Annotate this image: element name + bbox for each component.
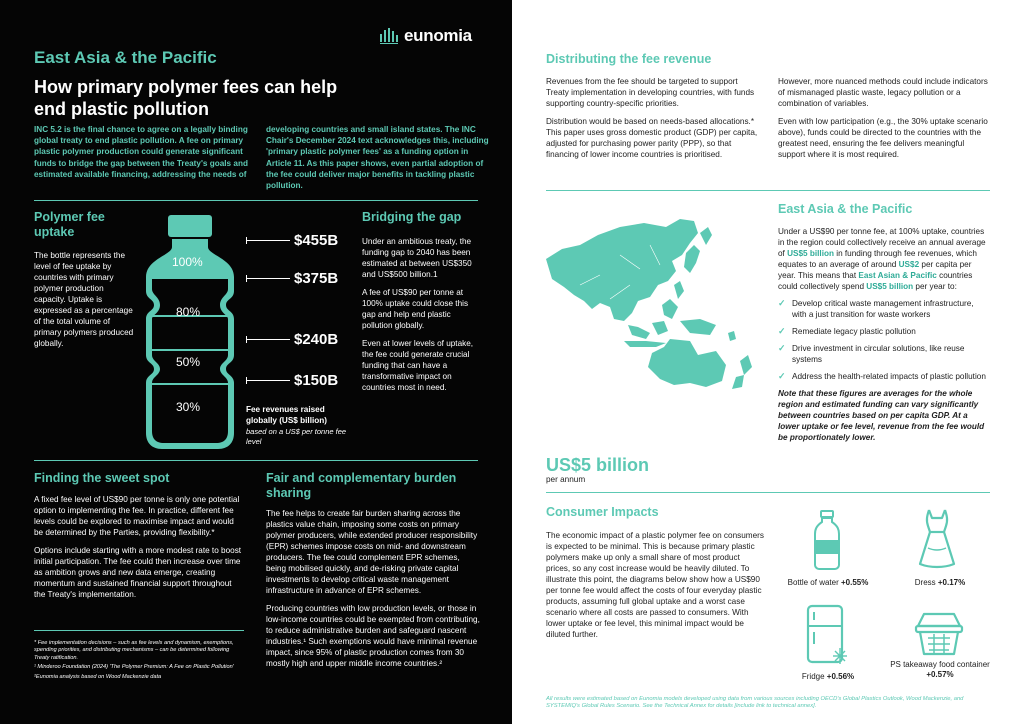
divider xyxy=(546,190,990,191)
footnotes xyxy=(34,640,244,683)
container-impact: PS takeaway food container +0.57% xyxy=(890,660,990,679)
footnote: ²Eunomia analysis based on Wood Mackenzie data xyxy=(34,673,162,680)
footnote: ¹ Minderoo Foundation (2024) 'The Polymer Premium: A Fee on Plastic Pollution' xyxy=(34,664,234,671)
sweet-spot-para: Options include starting with a more modest rate to boost initial participation. The fee could then increase over time as ambition grows and new data emerge, creating momentum and sustained financial support throughout the Treaty's implementation. xyxy=(34,546,242,599)
methodology-note: All results were estimated based on Eunomia models developed using data from various sources including OECD's Global Plastics Outlook, Wood Mackenzie, and SYSTEMIQ's Global Rules Scenario. See the Technical Annex for details [include link to technical annex]. xyxy=(546,696,964,710)
fair-burden-para: Producing countries with low production levels, or those in low-income countries could be exempted from contributing, to reduce administrative burden and safeguard nascent industries.¹ Such exemptions would have minimal revenue impact, since 95% of plastic production comes from 30 mostly high and upper middle income countries.² xyxy=(266,604,480,668)
fair-burden-para: The fee helps to create fair burden sharing across the plastics value chain, imposing some costs on primary polymer producers, while extended producer responsibility (EPR) schemes impose costs on mid- and downstream producers. The fee could complement EPR schemes, being mobilised quickly, and de-risking private capital investments to develop critical waste management infrastructure in advance of EPR schemes. xyxy=(266,509,478,595)
divider xyxy=(34,460,478,461)
distributing-heading: Distributing the fee revenue xyxy=(546,52,712,66)
highlight-per-capita: US$2 xyxy=(898,260,920,269)
fee-caption xyxy=(246,404,356,447)
bottle-icon xyxy=(138,215,242,450)
fee-row xyxy=(246,331,338,348)
tier-100: 100% xyxy=(172,255,203,269)
water-bottle-icon xyxy=(812,510,842,570)
list-item: ✓ Address the health-related impacts of plastic pollution xyxy=(778,371,986,381)
fair-burden-body xyxy=(266,508,481,669)
check-icon: ✓ xyxy=(778,326,786,336)
distributing-para: Revenues from the fee should be targeted to support Treaty implementation in developing countries, with funds supporting country-specific priorities. xyxy=(546,77,755,108)
fee-row xyxy=(246,270,338,287)
tier-80: 80% xyxy=(176,305,201,319)
per-annum-label: per annum xyxy=(546,475,586,484)
list-item: ✓ Remediate legacy plastic pollution xyxy=(778,326,916,336)
sweet-spot-para: A fixed fee level of US$90 per tonne is only one potential option to implementing the fee. In practice, different fee levels could be explored to maximise impact and would be determined by the Parties, providing flexibility.* xyxy=(34,495,240,537)
bridging-heading: Bridging the gap xyxy=(362,210,462,224)
region-intro: Under a US$90 per tonne fee, at 100% uptake, countries in the region could collectively receive an annual average of US$5 billion in funding through fee revenues, which equates to an average of around US$2 per capita per year. This means that East Asian & Pacific countries could collectively spend US$5 billion per year to: xyxy=(778,227,986,291)
fee-value: $455B xyxy=(294,232,339,249)
logo-bars-icon xyxy=(380,28,398,44)
fee-row xyxy=(246,372,338,389)
intro-right: developing countries and small island states. The INC Chair's December 2024 text acknowledges this, including 'primary plastic polymer fees' as a funding option in Article 11. As this paper shows, even partial adoption of the fee could deliver major benefits in tackling plastic pollution. xyxy=(266,125,489,191)
annual-funding-value: US$5 billion xyxy=(546,455,650,475)
region-title: East Asia & the Pacific xyxy=(34,48,217,67)
takeaway-container-icon xyxy=(914,612,964,656)
divider xyxy=(34,630,244,631)
benefit-list xyxy=(778,298,990,382)
intro-left: INC 5.2 is the final chance to agree on a legally binding global treaty to end plastic pollution. A fee on primary plastic polymer production could generate significant funds to bridge the gap between the Treaty's goals and estimated available financing, addressing the needs of xyxy=(34,125,248,179)
consumer-body: The economic impact of a plastic polymer fee on consumers is expected to be minimal. This is because primary plastic polymers make up only a small share of most product prices, so any cost increase would be heavily diluted. To illustrate this point, the diagrams below show how a US$90 per tonne fee would affect the costs of four everyday plastic products, assuming full global uptake and a worst case scenario where all costs are passed to consumers. With lower uptake or fee level, this minimal impact would be diluted further. xyxy=(546,531,764,639)
east-asia-pacific-map-icon xyxy=(540,215,768,390)
fee-caption-note: based on a US$ per tonne fee level xyxy=(246,427,347,446)
check-icon: ✓ xyxy=(778,371,786,381)
fee-caption-title: Fee revenues raised globally (US$ billion) xyxy=(246,405,327,425)
eunomia-logo xyxy=(380,26,472,46)
dress-impact: Dress +0.17% xyxy=(914,578,966,587)
bridging-body xyxy=(362,236,482,393)
fee-value: $240B xyxy=(294,331,339,348)
region-body xyxy=(778,226,990,443)
polymer-fee-heading: Polymer fee uptake xyxy=(34,210,105,239)
fee-value: $375B xyxy=(294,270,339,287)
distributing-col2 xyxy=(778,76,990,160)
bridging-para: Even at lower levels of uptake, the fee could generate crucial funding that can have a transformative impact on countries most in need. xyxy=(362,339,474,392)
sweet-spot-body xyxy=(34,494,244,600)
highlight-amount: US$5 billion xyxy=(787,249,834,258)
bridging-para: Under an ambitious treaty, the funding gap to 2040 has been estimated at between US$350 and US$500 billion.1 xyxy=(362,237,472,279)
sweet-spot-heading: Finding the sweet spot xyxy=(34,471,170,485)
bottle-graphic xyxy=(138,215,242,450)
logo-text: eunomia xyxy=(404,26,472,45)
check-icon: ✓ xyxy=(778,343,786,353)
list-item: ✓ Drive investment in circular solutions, like reuse systems xyxy=(778,343,965,364)
region-heading: East Asia & the Pacific xyxy=(778,202,913,216)
tier-50: 50% xyxy=(176,355,201,369)
consumer-heading: Consumer Impacts xyxy=(546,505,659,519)
distributing-para: Even with low participation (e.g., the 30% uptake scenario above), funds could be directed to the countries with the greatest need, ensuring the fee delivers meaningful support where it is most required. xyxy=(778,117,988,159)
tier-30: 30% xyxy=(176,400,201,414)
highlight-region: East Asian & Pacific xyxy=(858,271,937,280)
fridge-impact: Fridge +0.56% xyxy=(801,672,855,681)
distributing-para: Distribution would be based on needs-based allocations.* This paper uses gross domestic product (GDP) per capita, adjusted for purchasing power parity (PPP), so that financing of lower income countries is prioritised. xyxy=(546,117,758,159)
region-note: Note that these figures are averages for the whole region and estimated funding can vary significantly between countries based on per capita GDP. At a lower uptake or fee level, revenue from the fee would be proportionately lower. xyxy=(778,389,985,442)
divider xyxy=(546,492,990,493)
divider xyxy=(34,200,478,201)
list-item: ✓ Develop critical waste management infrastructure, with a just transition for waste workers xyxy=(778,298,974,319)
polymer-fee-body: The bottle represents the level of fee uptake by countries with primary polymer production capacity. Uptake is expressed as a percentage of the total volume of primary polymers produced globally. xyxy=(34,251,134,348)
bottle-impact: Bottle of water +0.55% xyxy=(787,578,869,587)
highlight-amount: US$5 billion xyxy=(866,282,914,291)
fee-row xyxy=(246,232,338,249)
page-title: How primary polymer fees can help end plastic pollution xyxy=(34,77,338,119)
footnote: * Fee implementation decisions – such as fee levels and dynamism, exemptions, spending priorities, and distributing mechanisms – can be determined following Treaty ratification. xyxy=(34,640,234,661)
fee-value: $150B xyxy=(294,372,339,389)
distributing-para: However, more nuanced methods could include indicators of mismanaged plastic waste, legacy pollution or a combination of variables. xyxy=(778,77,988,108)
check-icon: ✓ xyxy=(778,298,786,308)
distributing-col1 xyxy=(546,76,758,160)
bridging-para: A fee of US$90 per tonne at 100% uptake could close this gap and help end plastic pollution globally. xyxy=(362,288,469,330)
fridge-icon xyxy=(806,604,850,666)
dress-icon xyxy=(914,508,960,570)
fair-burden-heading: Fair and complementary burden sharing xyxy=(266,471,457,500)
